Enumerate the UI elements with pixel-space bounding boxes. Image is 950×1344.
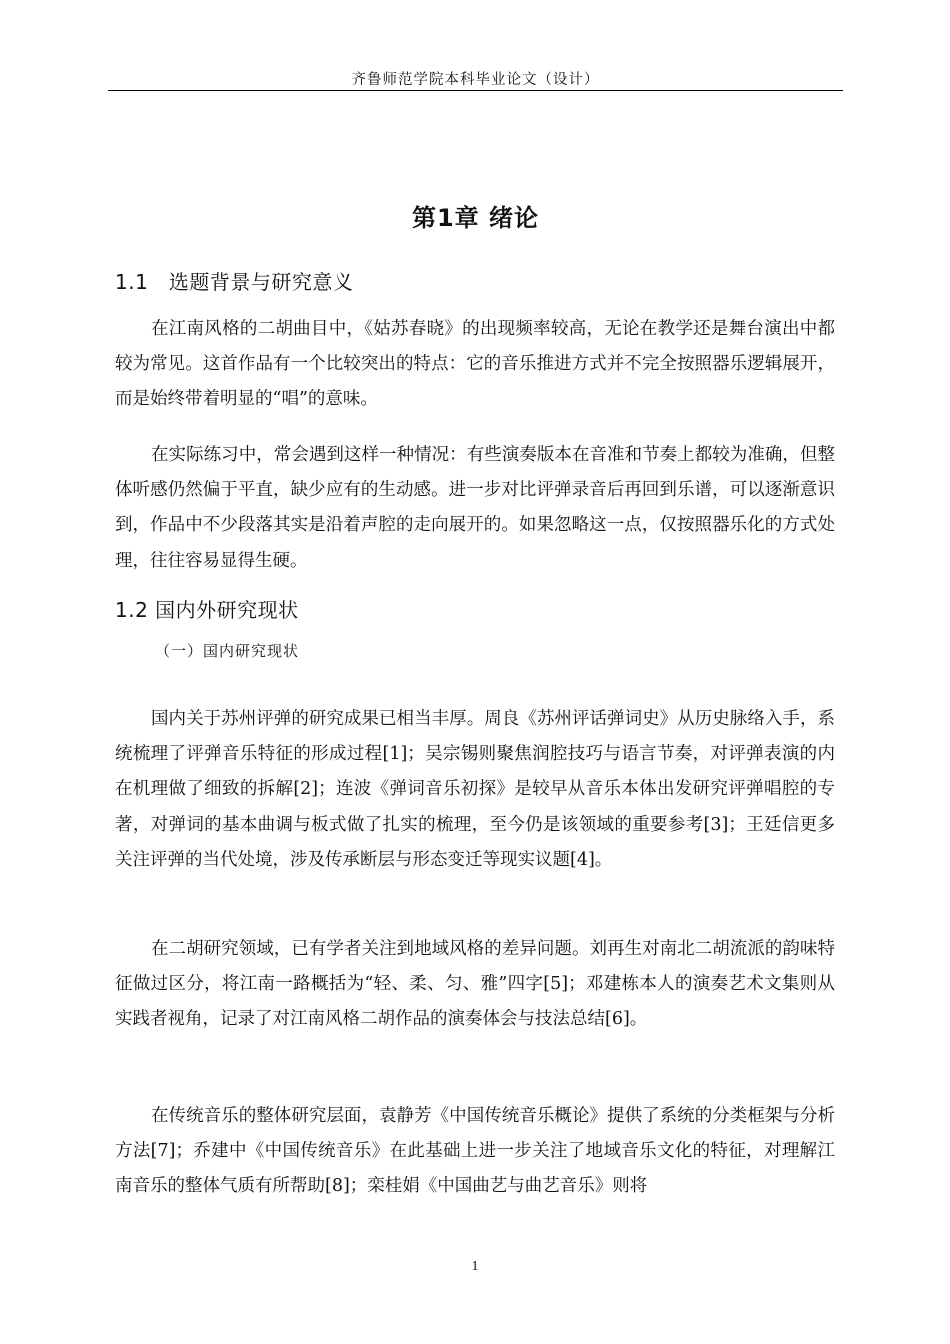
header-rule	[108, 90, 843, 91]
paragraph: 在二胡研究领域，已有学者关注到地域风格的差异问题。刘再生对南北二胡流派的韵味特征做过区分，将江南一路概括为“轻、柔、匀、雅”四字[5]；邓建栋本人的演奏艺术文集则从实践者视角，记录了对江南风格二胡作品的演奏体会与技法总结[6]。	[115, 939, 835, 1030]
chapter-title: 第1章 绪论	[411, 204, 540, 232]
paragraph: 在江南风格的二胡曲目中，《姑苏春晓》的出现频率较高，无论在教学还是舞台演出中都较为常见。这首作品有一个比较突出的特点：它的音乐推进方式并不完全按照器乐逻辑展开，而是始终带着明显的“唱”的意味。	[115, 319, 835, 410]
subsection-heading: （一）国内研究现状	[155, 642, 300, 660]
section-heading-1-1: 1.1 选题背景与研究意义	[115, 270, 354, 294]
section-heading-1-2: 1.2 国内外研究现状	[115, 598, 299, 622]
running-header: 齐鲁师范学院本科毕业论文（设计）	[351, 72, 600, 88]
paragraph: 在实际练习中，常会遇到这样一种情况：有些演奏版本在音准和节奏上都较为准确，但整体听感仍然偏于平直，缺少应有的生动感。进一步对比评弹录音后再回到乐谱，可以逐渐意识到，作品中不少段落其实是沿着声腔的走向展开的。如果忽略这一点，仅按照器乐化的方式处理，往往容易显得生硬。	[115, 445, 835, 571]
page-number: 1	[471, 1259, 479, 1274]
paragraph: 在传统音乐的整体研究层面，袁静芳《中国传统音乐概论》提供了系统的分类框架与分析方法[7]；乔建中《中国传统音乐》在此基础上进一步关注了地域音乐文化的特征，对理解江南音乐的整体气质有所帮助[8]；栾桂娟《中国曲艺与曲艺音乐》则将	[115, 1106, 835, 1197]
paragraph: 国内关于苏州评弹的研究成果已相当丰厚。周良《苏州评话弹词史》从历史脉络入手，系统梳理了评弹音乐特征的形成过程[1]；吴宗锡则聚焦润腔技巧与语言节奏，对评弹表演的内在机理做了细致的拆解[2]；连波《弹词音乐初探》是较早从音乐本体出发研究评弹唱腔的专著，对弹词的基本曲调与板式做了扎实的梳理，至今仍是该领域的重要参考[3]；王廷信更多关注评弹的当代处境，涉及传承断层与形态变迁等现实议题[4]。	[115, 709, 835, 870]
